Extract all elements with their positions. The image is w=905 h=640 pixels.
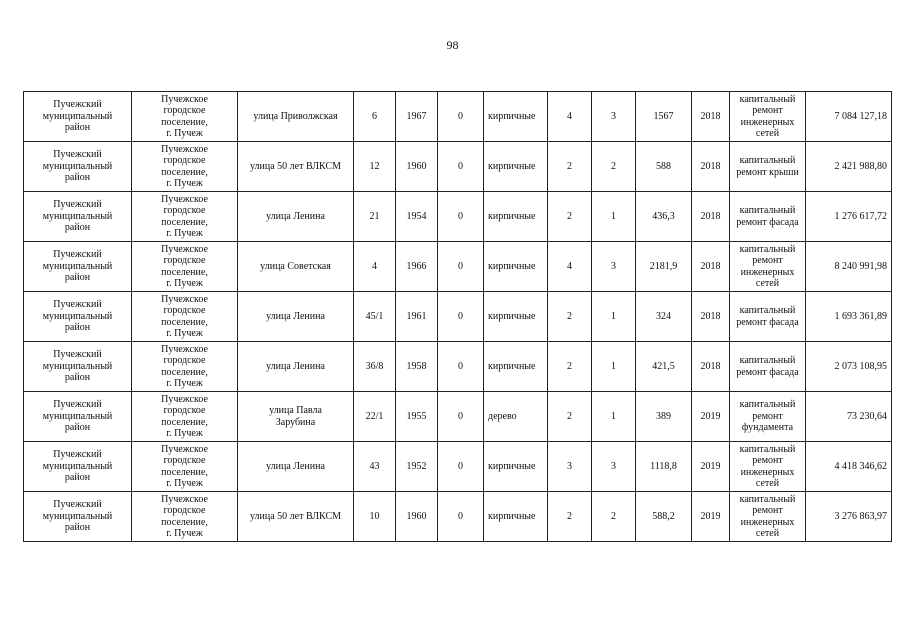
table-body <box>24 92 892 542</box>
house-number-cell: 6 <box>354 92 396 142</box>
area-cell: 2181,9 <box>636 242 692 292</box>
wall-material-cell: кирпичные <box>484 492 548 542</box>
cost-cell: 8 240 991,98 <box>806 242 892 292</box>
street-cell: улица Ленина <box>238 292 354 342</box>
build-year-cell: 1960 <box>396 492 438 542</box>
page-number: 98 <box>446 38 459 52</box>
floors-cell: 4 <box>548 92 592 142</box>
wall-material-cell: дерево <box>484 392 548 442</box>
floors-cell: 2 <box>548 192 592 242</box>
table-row <box>24 342 892 392</box>
work-type-cell: капитальный ремонт фасада <box>730 342 806 392</box>
settlement-cell: Пучежское городское поселение, г. Пучеж <box>132 142 238 192</box>
cost-cell: 1 693 361,89 <box>806 292 892 342</box>
district-cell: Пучежский муниципальный район <box>24 142 132 192</box>
build-year-cell: 1958 <box>396 342 438 392</box>
street-cell: улица Ленина <box>238 442 354 492</box>
cost-cell: 73 230,64 <box>806 392 892 442</box>
entrances-cell: 2 <box>592 492 636 542</box>
build-year-cell: 1952 <box>396 442 438 492</box>
housing-repair-table <box>23 91 892 542</box>
house-number-cell: 22/1 <box>354 392 396 442</box>
house-number-cell: 45/1 <box>354 292 396 342</box>
street-cell: улица Павла Зарубина <box>238 392 354 442</box>
cost-cell: 4 418 346,62 <box>806 442 892 492</box>
area-cell: 421,5 <box>636 342 692 392</box>
district-cell: Пучежский муниципальный район <box>24 342 132 392</box>
district-cell: Пучежский муниципальный район <box>24 292 132 342</box>
entrances-cell: 1 <box>592 192 636 242</box>
floors-cell: 3 <box>548 442 592 492</box>
build-year-cell: 1961 <box>396 292 438 342</box>
district-cell: Пучежский муниципальный район <box>24 92 132 142</box>
area-cell: 324 <box>636 292 692 342</box>
table-row <box>24 242 892 292</box>
entrances-cell: 1 <box>592 292 636 342</box>
house-number-cell: 43 <box>354 442 396 492</box>
work-type-cell: капитальный ремонт фундамента <box>730 392 806 442</box>
district-cell: Пучежский муниципальный район <box>24 192 132 242</box>
table-row <box>24 442 892 492</box>
entrances-cell: 1 <box>592 342 636 392</box>
work-type-cell: капитальный ремонт инженерных сетей <box>730 242 806 292</box>
floors-cell: 2 <box>548 292 592 342</box>
table-row <box>24 92 892 142</box>
wall-material-cell: кирпичные <box>484 92 548 142</box>
entrances-cell: 3 <box>592 92 636 142</box>
cost-cell: 3 276 863,97 <box>806 492 892 542</box>
build-year-cell: 1954 <box>396 192 438 242</box>
work-type-cell: капитальный ремонт инженерных сетей <box>730 442 806 492</box>
table-row <box>24 292 892 342</box>
table-row <box>24 492 892 542</box>
build-year-cell: 1955 <box>396 392 438 442</box>
plan-year-cell: 2019 <box>692 392 730 442</box>
plan-year-cell: 2019 <box>692 492 730 542</box>
cost-cell: 1 276 617,72 <box>806 192 892 242</box>
area-cell: 1567 <box>636 92 692 142</box>
wall-material-cell: кирпичные <box>484 192 548 242</box>
plan-year-cell: 2018 <box>692 292 730 342</box>
work-type-cell: капитальный ремонт крыши <box>730 142 806 192</box>
floors-cell: 2 <box>548 342 592 392</box>
plan-year-cell: 2018 <box>692 192 730 242</box>
table-row <box>24 142 892 192</box>
house-number-cell: 4 <box>354 242 396 292</box>
plan-year-cell: 2018 <box>692 242 730 292</box>
settlement-cell: Пучежское городское поселение, г. Пучеж <box>132 92 238 142</box>
street-cell: улица Ленина <box>238 192 354 242</box>
plan-year-cell: 2018 <box>692 342 730 392</box>
street-cell: улица Советская <box>238 242 354 292</box>
zero-value-cell: 0 <box>438 442 484 492</box>
build-year-cell: 1960 <box>396 142 438 192</box>
area-cell: 389 <box>636 392 692 442</box>
street-cell: улица Ленина <box>238 342 354 392</box>
house-number-cell: 10 <box>354 492 396 542</box>
entrances-cell: 2 <box>592 142 636 192</box>
floors-cell: 2 <box>548 392 592 442</box>
cost-cell: 2 421 988,80 <box>806 142 892 192</box>
area-cell: 588 <box>636 142 692 192</box>
zero-value-cell: 0 <box>438 92 484 142</box>
work-type-cell: капитальный ремонт фасада <box>730 192 806 242</box>
district-cell: Пучежский муниципальный район <box>24 242 132 292</box>
work-type-cell: капитальный ремонт фасада <box>730 292 806 342</box>
zero-value-cell: 0 <box>438 192 484 242</box>
entrances-cell: 3 <box>592 442 636 492</box>
work-type-cell: капитальный ремонт инженерных сетей <box>730 92 806 142</box>
street-cell: улица 50 лет ВЛКСМ <box>238 142 354 192</box>
table-row <box>24 392 892 442</box>
zero-value-cell: 0 <box>438 142 484 192</box>
plan-year-cell: 2018 <box>692 142 730 192</box>
wall-material-cell: кирпичные <box>484 342 548 392</box>
entrances-cell: 3 <box>592 242 636 292</box>
district-cell: Пучежский муниципальный район <box>24 392 132 442</box>
settlement-cell: Пучежское городское поселение, г. Пучеж <box>132 192 238 242</box>
area-cell: 1118,8 <box>636 442 692 492</box>
table-row <box>24 192 892 242</box>
cost-cell: 2 073 108,95 <box>806 342 892 392</box>
settlement-cell: Пучежское городское поселение, г. Пучеж <box>132 392 238 442</box>
wall-material-cell: кирпичные <box>484 442 548 492</box>
wall-material-cell: кирпичные <box>484 142 548 192</box>
cost-cell: 7 084 127,18 <box>806 92 892 142</box>
street-cell: улица 50 лет ВЛКСМ <box>238 492 354 542</box>
street-cell: улица Приволжская <box>238 92 354 142</box>
area-cell: 588,2 <box>636 492 692 542</box>
floors-cell: 4 <box>548 242 592 292</box>
plan-year-cell: 2018 <box>692 92 730 142</box>
work-type-cell: капитальный ремонт инженерных сетей <box>730 492 806 542</box>
settlement-cell: Пучежское городское поселение, г. Пучеж <box>132 342 238 392</box>
wall-material-cell: кирпичные <box>484 242 548 292</box>
district-cell: Пучежский муниципальный район <box>24 442 132 492</box>
zero-value-cell: 0 <box>438 492 484 542</box>
area-cell: 436,3 <box>636 192 692 242</box>
settlement-cell: Пучежское городское поселение, г. Пучеж <box>132 492 238 542</box>
plan-year-cell: 2019 <box>692 442 730 492</box>
settlement-cell: Пучежское городское поселение, г. Пучеж <box>132 442 238 492</box>
entrances-cell: 1 <box>592 392 636 442</box>
wall-material-cell: кирпичные <box>484 292 548 342</box>
settlement-cell: Пучежское городское поселение, г. Пучеж <box>132 242 238 292</box>
settlement-cell: Пучежское городское поселение, г. Пучеж <box>132 292 238 342</box>
floors-cell: 2 <box>548 142 592 192</box>
build-year-cell: 1967 <box>396 92 438 142</box>
house-number-cell: 12 <box>354 142 396 192</box>
zero-value-cell: 0 <box>438 392 484 442</box>
floors-cell: 2 <box>548 492 592 542</box>
house-number-cell: 36/8 <box>354 342 396 392</box>
district-cell: Пучежский муниципальный район <box>24 492 132 542</box>
zero-value-cell: 0 <box>438 292 484 342</box>
house-number-cell: 21 <box>354 192 396 242</box>
build-year-cell: 1966 <box>396 242 438 292</box>
zero-value-cell: 0 <box>438 242 484 292</box>
zero-value-cell: 0 <box>438 342 484 392</box>
